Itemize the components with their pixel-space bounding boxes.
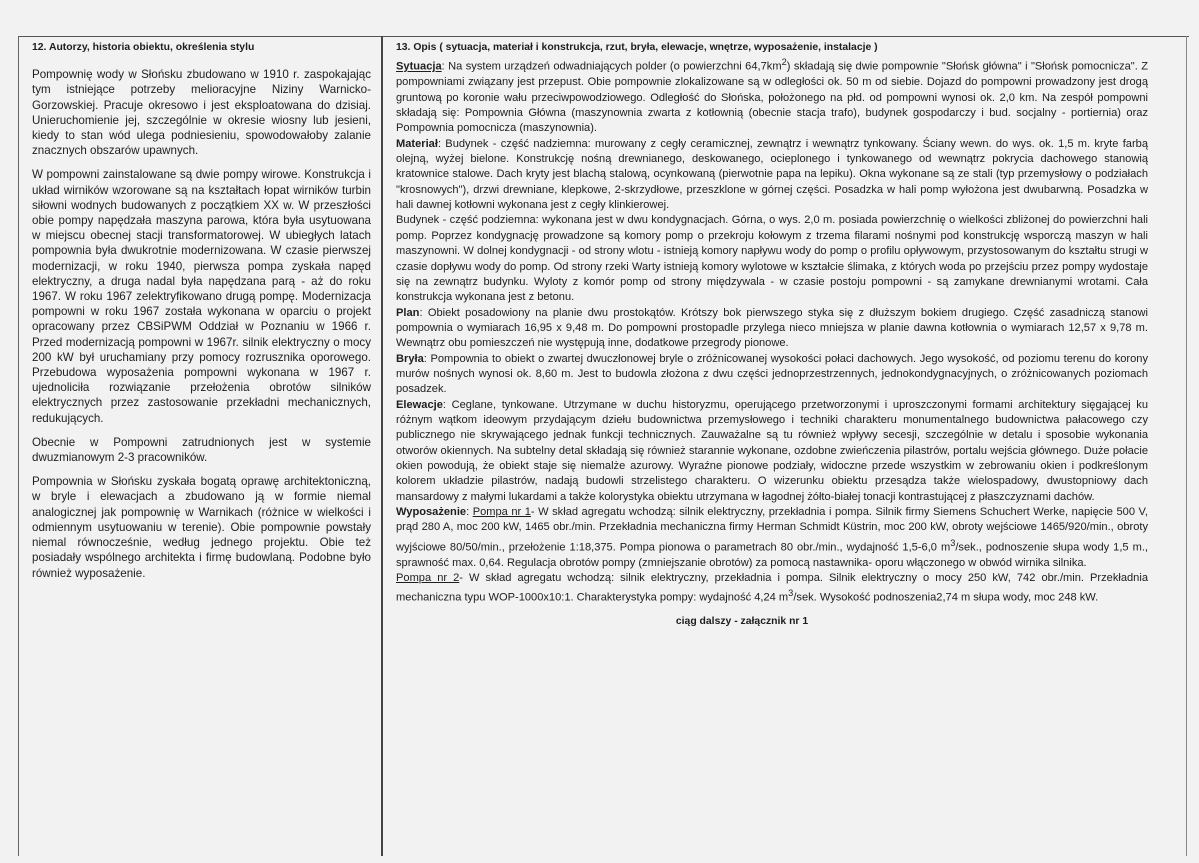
- plan-paragraph: [396, 306, 1148, 352]
- frame-left-rule: [18, 36, 19, 856]
- left-paragraph: Pompownia w Słońsku zyskała bogatą oprawę architektoniczną, w bryle i elewacjach a zbudowano ją w formie niemal analogicznej jak pompownię w Warnikach (różnice w wielkości i odmiennym usytuowaniu w terenie). Obie pompownie powstały niemal równocześnie, według jednego projektu. Obie też posiadały wspólnego architekta i firmę budowlaną. Podobne było również wyposażenie.: [32, 475, 371, 580]
- material-paragraph: [396, 137, 1148, 214]
- sytuacja-paragraph: [396, 55, 1148, 136]
- left-section-title: 12. Autorzy, historia obiektu, określenia stylu: [32, 42, 255, 53]
- left-column: [32, 40, 371, 590]
- sytuacja-text-b: ) składają się dwie pompownie "Słońsk główna" i "Słońsk pomocnicza". Z pompowniami związany jest przepust. Obie pompownie zlokalizowane są w odległości ok. 50 m od siebie. Dojazd do pompowni prowadzony jest drogą gruntową po koronie wału przeciwpowodziowego. Odległość do Słońska, położonego na płd. od pompowni wynosi ok. 2,0 km. Na zespół pompowni składają się: Pompownia Główna (maszynownia zwarta z kotłownią (obecnie stacja trafo), budynek gospodarczy i bud. socjalny - portiernia) oraz Pompownia pomocnicza (maszynownia).: [396, 61, 1148, 135]
- left-paragraph: Pompownię wody w Słońsku zbudowano w 1910 r. zaspokajając tym istniejące potrzeby melioracyjne Niziny Warnicko-Gorzowskiej. Pracuje okresowo i jest eksploatowana do dzisiaj. Unieruchomienie jej, szczególnie w okresie wiosny lub jesieni, kiedy to stan wód ulega podniesieniu, spowodowałoby zalanie znacznych obszarów upawnych.: [32, 68, 371, 158]
- pompa2-superscript: 3: [788, 588, 794, 599]
- elewacje-text: : Ceglane, tynkowane. Utrzymane w duchu historyzmu, operującego przetworzonymi i uproszczonymi formami architektury sięgającej ku różnym wątkom ideowym przydającym dziełu budownictwa przemysłowego i techniki charakteru monumentalnego budownictwa pałacowego czy publicznego nie skrywającego jednak funkcji technicznych. Zauważalne są tu również wpływy secesji, szczególnie w detalu i sposobie wykonania otworów okiennych. Na subtelny detal składają się również starannie wykonane, ozdobne zwieńczenia pilastrów, portalu wejścia głównego. Duże połacie okien powodują, że obiekt staje się niemalże azurowy. Wyraźne pionowe podziały, widoczne przede wszystkim w zebrowaniu okien i podkreślonym kolorem układzie pilastrów, nadają budowli strzelistego charakteru. O wizerunku obiektu przesądza także wielospadowy, dwustopniowy dach mansardowy z małymi lukardami a także kolorystyka obiektu utrzymana w łagodnej żółto-białej tonacji kontrastującej z płaszczyznami dachów.: [396, 398, 1148, 503]
- wyposazenie-label: Wyposażenie: [396, 506, 467, 518]
- bryla-text: : Pompownia to obiekt o zwartej dwuczłonowej bryle o zróżnicowanej wysokości połaci dachowych. Jego wysokość, od poziomu terenu do korony murów nośnych wynosi ok. 8,60 m. Jest to budowla złożona z dwu części jednoprzestrzennych, jednokondygnacyjnych, o zróżnicowanych poziomach posadzek.: [396, 352, 1148, 396]
- pompa2-paragraph: [396, 571, 1148, 606]
- left-paragraph: Obecnie w Pompowni zatrudnionych jest w systemie dwuzmianowym 2-3 pracowników.: [32, 435, 371, 465]
- right-column: [396, 40, 1148, 630]
- sytuacja-text-a: : Na system urządzeń odwadniających polder (o powierzchni 64,7km: [441, 61, 782, 74]
- elewacje-label: Elewacje: [396, 398, 443, 411]
- pompa2-text-a: - W skład agregatu wchodzą: silnik elektryczny, przekładnia i pompa. Silnik elektryczny o mocy 250 kW, 742 obr./min. Przekładnia mechaniczna typu WOP-1000x10:1. Charakterystyka pompy: wydajność 4,24 m: [396, 572, 1148, 605]
- sytuacja-label: Sytuacja: [396, 61, 442, 74]
- frame-right-rule: [1186, 36, 1187, 856]
- material-label: Materiał: [396, 137, 438, 150]
- bryla-paragraph: [396, 352, 1148, 398]
- wyposazenie-paragraph: Wyposażenie: Pompa nr 1- W skład agregatu wchodzą: silnik elektryczny, przekładnia i pompa. Silnik firmy Siemens Schuchert Werke, napięcie 500 V, prąd 280 A, moc 200 kW, 1465 obr./min. Przekładnia mechaniczna firmy Herman Schmidt Küstrin, moc 200 kW, obroty wejściowe 1465/920/min., obroty wyjściowe 80/50/min., przełożenie 1:18,375. Pompa pionowa o parametrach 80 obr./min., wydajność 1,5-6,0 $m^3$/sek., podnoszenie słupa wody 1,5 m., sprawność max. 0,64. Regulacja obrotów pompy (zmniejszanie obrotów) za pomocą nastawnika- oporu włączonego w obwód wirnika silnika.: [396, 506, 1148, 569]
- plan-label: Plan: [396, 306, 420, 319]
- pompa2-label: Pompa nr 2: [396, 572, 460, 585]
- column-divider: [381, 36, 383, 856]
- material-text: : Budynek - część nadziemna: murowany z cegły ceramicznej, zewnątrz i wewnątrz tynkowany. Ściany wewn. do wys. ok. 1,5 m. kryte farbą olejną, wyżej bielone. Konstrukcję nośną drewnianego, deskowanego, ocieplonego i tynkowanego od wewnątrz pokrycia dachowego stanowią kratownice stalowe. Dach kryty jest blachą stalową, ocynkowaną (pierwotnie papa na lepiku). Okna wykonane są ze stali (typ przemysłowy o podziałach "krosnowych"), drzwi drewniane, klepkowe, 2-skrzydłowe, przeszklone w górnej części. Posadzka w hali pomp wyłożona jest dwubarwną. Posadzka w hali dawnej kotłowni wykonana jest z cegły klinkierowej.: [396, 137, 1148, 212]
- bryla-label: Bryła: [396, 352, 424, 365]
- pompa1-label: Pompa nr 1: [472, 506, 531, 518]
- pompa1-text-a: - W skład agregatu wchodzą: silnik elektryczny, przekładnia i pompa. Silnik firmy Siemens Schuchert Werke, napięcie 500 V, prąd 280 A, moc 200 kW, 1465 obr./min. Przekładnia mechaniczna firmy Herman Schmidt Küstrin, moc 200 kW, obroty wejściowe 1465/920/min., obroty wyjściowe 80/50/min., przełożenie 1:18,375. Pompa pionowa o parametrach 80 obr./min., wydajność 1,5-6,0 m: [396, 506, 1148, 554]
- left-paragraph: W pompowni zainstalowane są dwie pompy wirowe. Konstrukcja i układ wirników wzorowane są na kształtach łopat wirników turbin siłowni wodnych budowanych z początkiem XX w. W przeszłości obie pompy napędzała maszyna parowa, która była usytuowana w miejscu obecnej stacji transformatorowej. W ubiegłych latach pompownia była dwukrotnie modernizowana. W czasie pierwszej modernizacji, w roku 1940, pierwsza pompa zyskała napęd elektryczny, a druga nadal była napędzana parą - aż do roku 1967. W roku 1967 zelektryfikowano drugą pompę. Modernizacja pompowni w roku 1967 została wykonana w oparciu o projekt opracowany przez CBSiPWM Oddział w Poznaniu w 1966 r. Przed modernizacją pompowni w 1967r. silnik elektryczny o mocy 200 kW był uruchamiany przy pomocy rozrusznika oporowego. Przebudowa wyposażenia pompowni wykonana w 1967 r. ujednoliciła rozwiązanie przełożenia obrotów silników elektrycznych przez zastosowanie przekładni mechanicznych, redukujących.: [32, 168, 371, 425]
- pompa2-text-b: /sek. Wysokość podnoszenia2,74 m słupa wody, moc 248 kW.: [793, 592, 1099, 605]
- sytuacja-superscript: 2: [781, 57, 787, 68]
- elewacje-paragraph: [396, 398, 1148, 505]
- frame-top-rule: [18, 36, 1189, 37]
- right-section-title: 13. Opis ( sytuacja, materiał i konstrukcja, rzut, bryła, elewacje, wnętrze, wyposażenie, instalacje ): [396, 42, 878, 53]
- continuation-note: ciąg dalszy - załącznik nr 1: [675, 616, 809, 628]
- pompa1-text-b: /sek., podnoszenie słupa wody 1,5 m., sprawność max. 0,64. Regulacja obrotów pompy (zmniejszanie obrotów) za pomocą nastawnika- oporu włączonego w obwód wirnika silnika.: [396, 541, 1148, 569]
- plan-text: : Obiekt posadowiony na planie dwu prostokątów. Krótszy bok pierwszego styka się z dłuższym bokiem drugiego. Część zasadniczą stanowi pompownia o wymiarach 16,95 x 9,48 m. Do pompowni prostopadle przylega nieco mniejsza w planie dawna kotłownia o wymiarach 12,57 x 9,78 m. Wewnątrz obu pomieszczeń nie występują inne, dodatkowe przegrody pionowe.: [396, 306, 1148, 350]
- podziemna-paragraph: Budynek - część podziemna: wykonana jest w dwu kondygnacjach. Górna, o wys. 2,0 m. posiada powierzchnię o wielkości zbliżonej do powierzchni hali pomp. Poprzez kondygnację prowadzone są komory pomp o przekroju kołowym z trzema filarami nośnymi pod konstrukcję wsporczą maszyn w hali maszynowni. W dolnej kondygnacji - od strony wlotu - istnieją komory napływu wody do pomp o profilu opływowym, przystosowanym do kształtu strugi w czasie dopływu wody do pomp. Od strony rzeki Warty istnieją komory wylotowe w kształcie ślimaka, z których woda po przejściu przez pompy wydostaje się na zewnątrz budynku. Wyloty z komór pomp od strony międzywala - w czasie postoju pompowni - są zamykane drewnianymi wrotami. Cała konstrukcja wykonana jest z betonu.: [396, 214, 1148, 304]
- pompa1-superscript: 3: [950, 537, 956, 548]
